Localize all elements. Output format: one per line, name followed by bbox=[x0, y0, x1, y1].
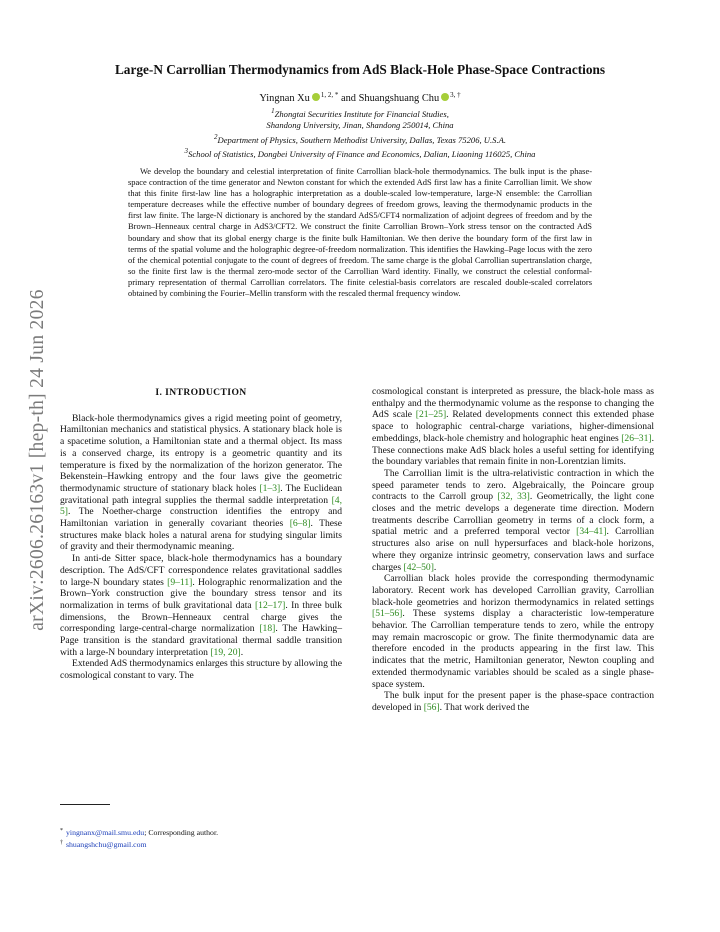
footnotes bbox=[60, 826, 342, 851]
author-line bbox=[60, 91, 660, 104]
citation-link[interactable]: [19, 20] bbox=[210, 646, 241, 658]
affiliation-1-mark: 1 bbox=[271, 107, 275, 115]
author-1-name: Yingnan Xu bbox=[259, 93, 310, 104]
author-and: and bbox=[340, 93, 356, 104]
citation-link[interactable]: [42–50] bbox=[403, 561, 434, 573]
citation-link[interactable]: [1–3] bbox=[259, 482, 281, 494]
affiliation-1-line1: Zhongtai Securities Institute for Financial Studies, bbox=[274, 109, 449, 119]
intro-paragraph-2: In anti-de Sitter space, black-hole thermodynamics has a boundary description. The AdS/CFT correspondence relates gravitational saddles to large-N boundary states [9–11]. Holographic renormalization and the Brown–York construction give the boundary stress tensor and its normalization in terms of bulk gravitational data [12–17]. In three bulk dimensions, the Brown–Henneaux central charge gives the corresponding large-central-charge normalization [18]. The Hawking–Page transition is the standard gravitational thermal saddle transition with a large-N boundary interpretation [19, 20]. bbox=[60, 553, 342, 658]
affiliation-3: School of Statistics, Dongbei University of Finance and Economics, Dalian, Liaoning 116025, China bbox=[188, 149, 536, 160]
citation-link[interactable]: [21–25] bbox=[415, 409, 447, 421]
affiliation-1-line2: Shandong University, Jinan, Shandong 250014, China bbox=[266, 120, 454, 131]
affiliation-2-mark: 2 bbox=[213, 132, 218, 141]
abstract bbox=[128, 166, 592, 299]
arxiv-identifier-text: arXiv:2606.26163v1 [hep-th] 24 Jun 2026 bbox=[27, 289, 48, 631]
author-1-marks: 1, 2, * bbox=[320, 91, 339, 99]
intro-paragraph-3: Extended AdS thermodynamics enlarges this structure by allowing the cosmological constant to vary. The bbox=[60, 658, 342, 682]
footnote-1-email-link[interactable]: yingnanx@mail.smu.edu bbox=[66, 828, 145, 837]
affiliation-2: Department of Physics, Southern Methodist University, Dallas, Texas 75206, U.S.A. bbox=[217, 134, 506, 145]
footnote-divider bbox=[60, 804, 110, 805]
footnote-2 bbox=[60, 838, 342, 850]
citation-link[interactable]: [6–8] bbox=[289, 518, 311, 530]
affiliation-3-mark: 3 bbox=[184, 147, 189, 156]
intro-paragraph-1: Black-hole thermodynamics gives a rigid meeting point of geometry, Hamiltonian mechanics and statistical physics. A stationary black hole is a spacetime solution, a Hamiltonian state and a thermal object. Its mass is a conserved charge, its entropy is a geometric quantity and its temperature is fixed by the normalization of the horizon generator. The Bekenstein–Hawking entropy and the four laws give the geometric thermodynamic structure of stationary black holes [1–3]. The Euclidean gravitational path integral supplies the thermal saddle interpretation [4, 5]. The Noether-charge construction identifies the entropy and Hamiltonian variation in generally covariant theories [6–8]. These structures make black holes a natural arena for studying singular limits of gravity and their thermodynamic meaning. bbox=[60, 412, 343, 553]
citation-link[interactable]: [18] bbox=[259, 623, 276, 635]
paper-title: Large-N Carrollian Thermodynamics from AdS Black-Hole Phase-Space Contractions bbox=[114, 62, 606, 77]
citation-link[interactable]: [56] bbox=[423, 701, 440, 713]
citation-link[interactable]: [51–56] bbox=[372, 608, 403, 620]
citation-link[interactable]: [32, 33] bbox=[497, 491, 530, 503]
left-column bbox=[60, 384, 342, 682]
author-2-name: Shuangshuang Chu bbox=[358, 93, 440, 104]
orcid-icon[interactable] bbox=[441, 93, 449, 101]
intro-paragraph-3-continued: cosmological constant is interpreted as pressure, the black-hole mass as enthalpy and the thermodynamic volume as the response to changing the AdS scale [21–25]. Related developments connect this extended phase space to holographic central-charge variations, higher-dimensional embeddings, black-hole chemistry and holographic heat engines [26–31]. These connections make AdS black holes a useful setting for identifying the boundary variables that remain finite in non-Lorentzian limits. bbox=[372, 386, 654, 468]
citation-link[interactable]: [12–17] bbox=[254, 599, 286, 611]
author-2-marks: 3, † bbox=[450, 91, 461, 99]
citation-link[interactable]: [26–31] bbox=[621, 432, 652, 444]
right-column bbox=[372, 386, 654, 714]
footnote-1 bbox=[60, 826, 342, 838]
footnote-1-text: ; Corresponding author. bbox=[144, 828, 219, 837]
orcid-icon[interactable] bbox=[312, 93, 320, 101]
footnote-2-email-link[interactable]: shuangshchu@gmail.com bbox=[66, 840, 147, 850]
footnote-2-mark: † bbox=[60, 840, 63, 847]
intro-paragraph-4: The Carrollian limit is the ultra-relativistic contraction in which the speed parameter tends to zero. Algebraically, the Poincare group contracts to the Carroll group [32, 33]. Geometrically, the light cone closes and the metric develops a degenerate time direction. Modern treatments describe Carrollian geometry in terms of a clock form, a spatial metric and a preferred temporal vector [34–41]. Carrollian structures also arise on null hypersurfaces and black-hole horizons, where they organize intrinsic geometry, conservation laws and surface charges [42–50]. bbox=[372, 467, 655, 573]
citation-link[interactable]: [9–11] bbox=[167, 576, 193, 588]
intro-paragraph-6: The bulk input for the present paper is the phase-space contraction developed in [56]. That work derived the bbox=[372, 690, 654, 713]
section-heading-introduction: I. INTRODUCTION bbox=[155, 387, 247, 398]
affiliations bbox=[60, 106, 660, 161]
footnote-1-mark: * bbox=[60, 828, 63, 834]
intro-paragraph-5: Carrollian black holes provide the corresponding thermodynamic laboratory. Recent work has developed Carrollian gravity, Carrollian black-hole geometries and horizon thermodynamics in related settings [51–56]. These systems display a characteristic low-temperature behavior. The Carrollian temperature tends to zero, while the entropy may remain macroscopic or grow. The finite thermodynamic data are therefore encoded in the products appearing in the first law. This indicates that the metric, Hamiltonian generator, Newton coupling and extended thermodynamic variables should be scaled as a single phase-space system. bbox=[372, 573, 654, 690]
citation-link[interactable]: [4, 5] bbox=[60, 494, 342, 518]
citation-link[interactable]: [34–41] bbox=[576, 526, 607, 538]
abstract-text: We develop the boundary and celestial interpretation of finite Carrollian black-hole thermodynamics. The bulk input is the phase-space contraction of the time generator and Newton constant for which the extended AdS first law has a finite Carrollian limit. We show that this finite first-law line has a holographic interpretation as a double-scaled low-temperature, large-N ensemble: the Carrollian temperature decreases while the effective number of boundary degrees of freedom grows, leaving the thermodynamic products in the first law finite. The large-N dictionary is anchored by the standard AdS5/CFT4 normalization of adjoint degrees of freedom and by the Brown–Henneaux central charge in AdS3/CFT2. We construct the finite Carrollian Brown–York stress tensor on the contracted AdS boundary and show that its global energy charge is the finite bulk Hamiltonian. We then derive the boundary form of the first law in terms of the spatial volume and the holographic degree-of-freedom normalization. This identifies the Hawking–Page locus with the zero of the chemical potential conjugate to the count of degrees of freedom. The same charge is the global Carrollian supertranslation charge, so the finite first law is the thermal zero-mode sector of the Carrollian Ward identity. Finally, we construct the celestial conformal-primary representation of thermal Carrollian correlators. The finite celestial-basis correlators are rescaled double-scaled correlators obtained by combining the Fourier–Mellin transform with the rescaled thermal frequency window. bbox=[128, 166, 592, 299]
arxiv-identifier-stamp bbox=[18, 240, 58, 680]
